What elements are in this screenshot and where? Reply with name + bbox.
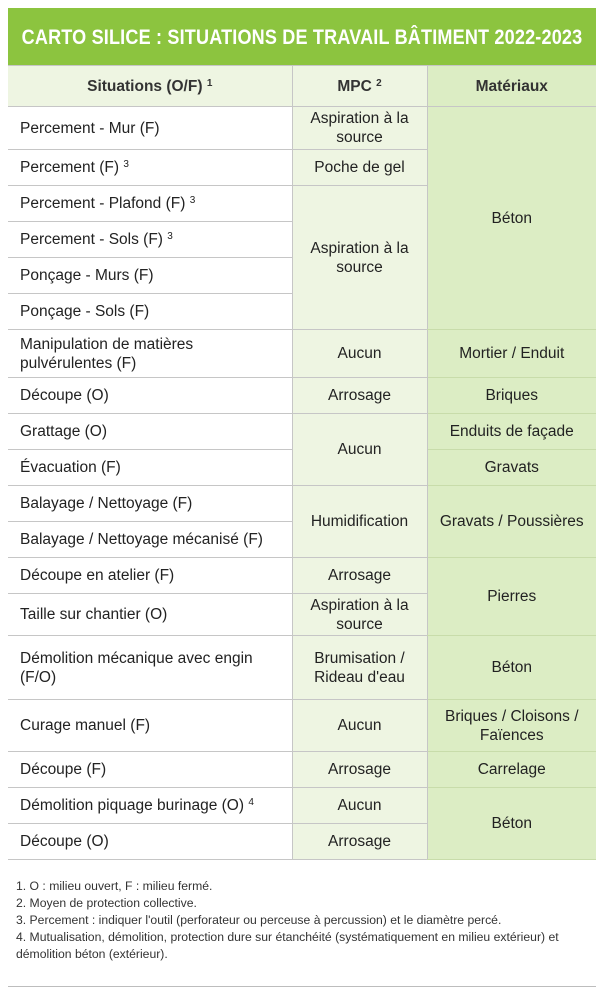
table-row [8,107,596,150]
table-row [8,330,596,378]
header-situations: Situations (O/F) $^1$ [8,66,292,107]
header-row [8,66,596,107]
situation-cell: Grattage (O) [8,414,292,450]
material-cell: Béton [427,636,596,700]
mpc-cell: Aspiration à la source [292,594,427,636]
situation-cell: Ponçage - Murs (F) [8,258,292,294]
mpc-cell: Aucun [292,788,427,824]
material-cell: Briques [427,378,596,414]
mpc-cell: Arrosage [292,824,427,860]
mpc-cell: Aspiration à la source [292,107,427,150]
situation-cell: Curage manuel (F) [8,700,292,752]
mpc-cell: Aucun [292,330,427,378]
table-row [8,752,596,788]
situation-cell: Découpe en atelier (F) [8,558,292,594]
mpc-cell: Poche de gel [292,150,427,186]
situation-cell: Percement - Sols (F) $^3$ [8,222,292,258]
table-row [8,558,596,594]
silica-situations-table [8,65,596,860]
material-cell: Gravats / Poussières [427,486,596,558]
situation-cell: Évacuation (F) [8,450,292,486]
footnote: 4. Mutualisation, démolition, protection dure sur étanchéité (systématiquement en milieu extérieur) et démolition béton (extérieur). [16,930,559,961]
situation-cell: Percement (F) $^3$ [8,150,292,186]
situation-cell: Découpe (O) [8,824,292,860]
situation-cell: Balayage / Nettoyage (F) [8,486,292,522]
table-row [8,378,596,414]
header-mpc: MPC $^2$ [292,66,427,107]
table-row [8,636,596,700]
footnote: 3. Percement : indiquer l'outil (perforateur ou perceuse à percussion) et le diamètre percé. [16,913,502,927]
table-title-banner [8,8,596,68]
table-row [8,788,596,824]
material-cell: Briques / Cloisons / Faïences [427,700,596,752]
footnote: 2. Moyen de protection collective. [16,896,197,910]
material-cell: Carrelage [427,752,596,788]
material-cell: Gravats [427,450,596,486]
situation-cell: Découpe (F) [8,752,292,788]
situation-cell: Taille sur chantier (O) [8,594,292,636]
mpc-cell: Aucun [292,414,427,486]
situation-cell: Percement - Mur (F) [8,107,292,150]
situation-cell: Démolition piquage burinage (O) $^4$ [8,788,292,824]
table-row [8,700,596,752]
situation-cell: Ponçage - Sols (F) [8,294,292,330]
bottom-divider [8,986,596,987]
footnotes [16,878,588,963]
mpc-cell: Aspiration à la source [292,186,427,330]
mpc-cell: Humidification [292,486,427,558]
material-cell: Enduits de façade [427,414,596,450]
mpc-cell: Arrosage [292,558,427,594]
material-cell: Béton [427,107,596,330]
table-row [8,486,596,522]
situation-cell: Démolition mécanique avec engin (F/O) [8,636,292,700]
mpc-cell: Arrosage [292,378,427,414]
footnote: 1. O : milieu ouvert, F : milieu fermé. [16,879,213,893]
material-cell: Béton [427,788,596,860]
table-title: CARTO SILICE : SITUATIONS DE TRAVAIL BÂTIMENT 2022-2023 [21,26,583,49]
material-cell: Mortier / Enduit [427,330,596,378]
situation-cell: Découpe (O) [8,378,292,414]
material-cell: Pierres [427,558,596,636]
situation-cell: Manipulation de matières pulvérulentes (F) [8,330,292,378]
mpc-cell: Aucun [292,700,427,752]
mpc-cell: Brumisation / Rideau d'eau [292,636,427,700]
table-row [8,414,596,450]
header-materials: Matériaux [427,66,596,107]
mpc-cell: Arrosage [292,752,427,788]
situation-cell: Percement - Plafond (F) $^3$ [8,186,292,222]
situation-cell: Balayage / Nettoyage mécanisé (F) [8,522,292,558]
